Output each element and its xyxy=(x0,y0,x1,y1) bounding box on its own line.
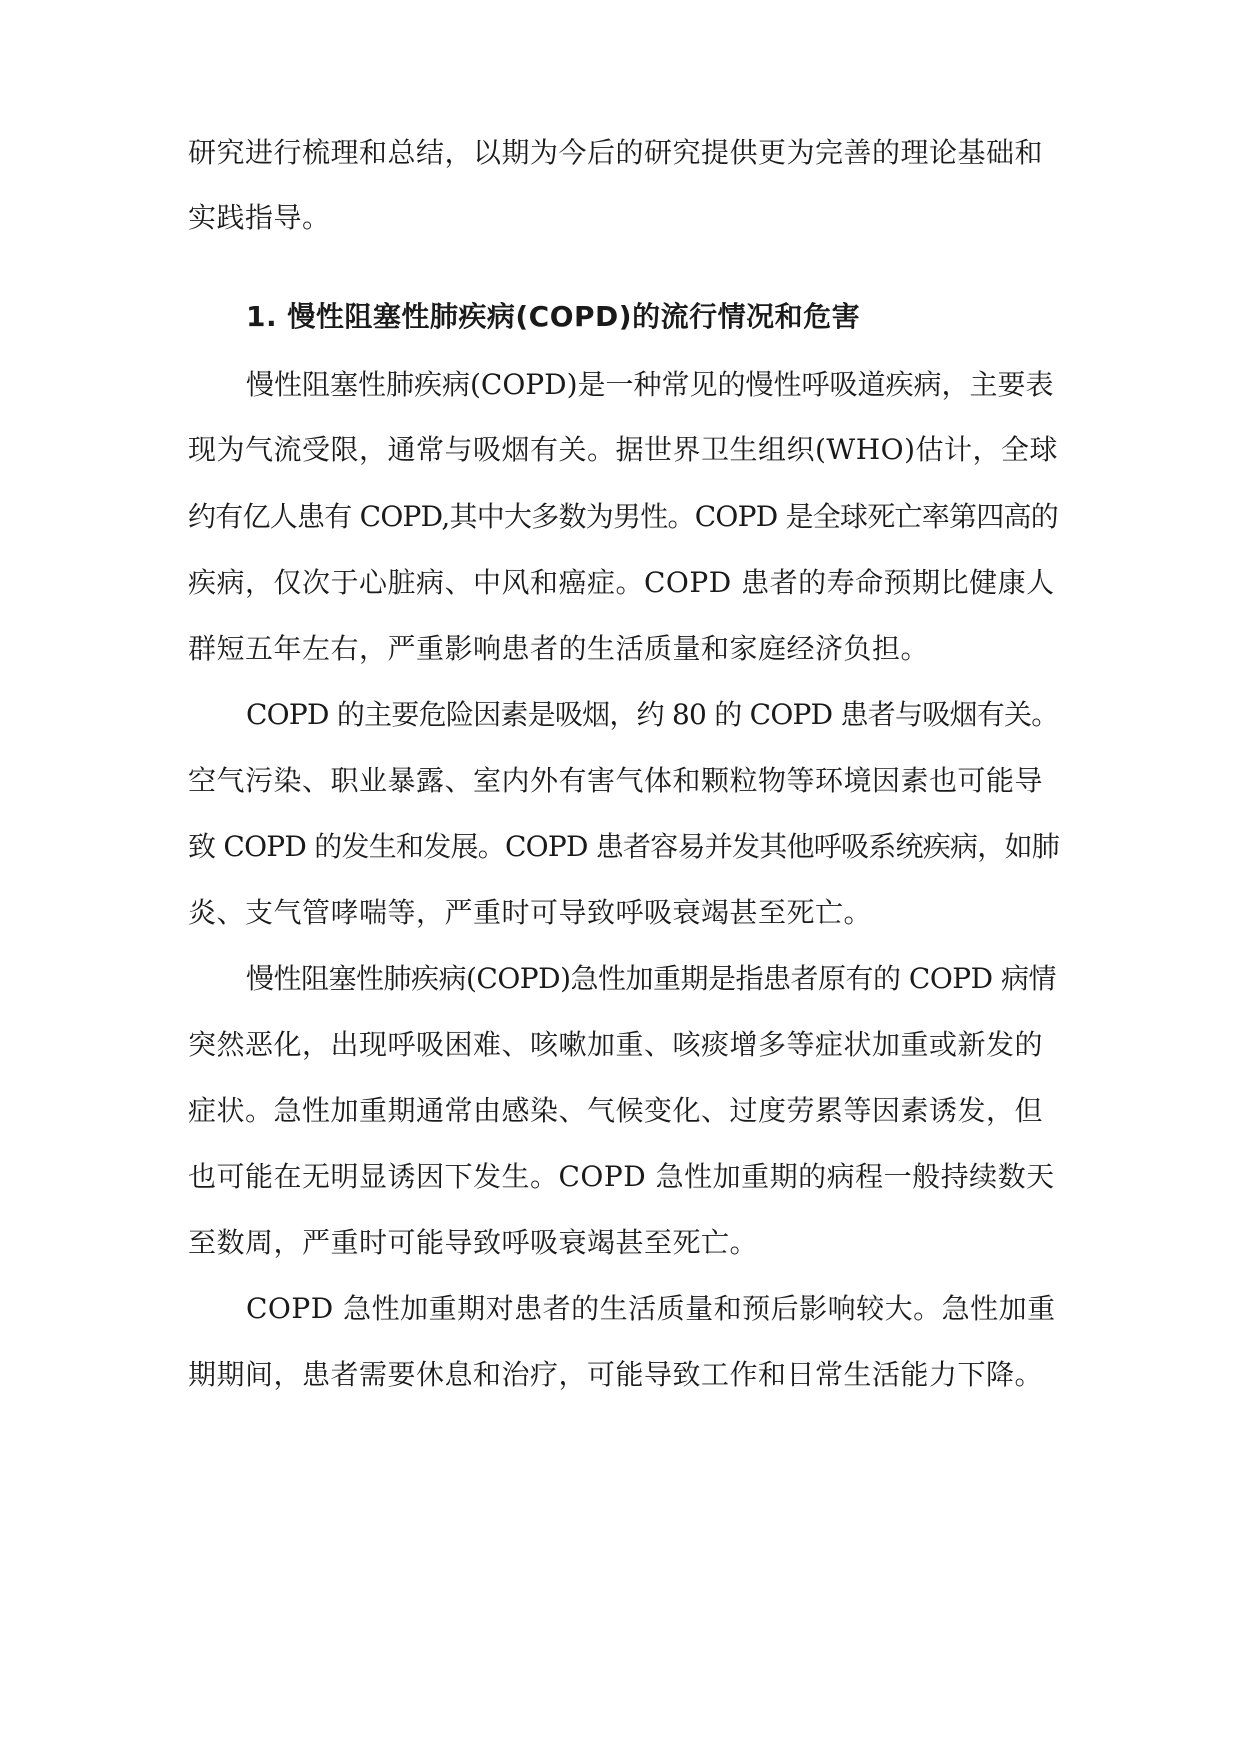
paragraph-line: 至数周，严重时可能导致呼吸衰竭甚至死亡。 xyxy=(188,1226,759,1259)
paragraph-line: 现为气流受限，通常与吸烟有关。据世界卫生组织(WHO)估计，全球 xyxy=(188,433,1059,466)
paragraph-line: 空气污染、职业暴露、室内外有害气体和颗粒物等环境因素也可能导 xyxy=(188,764,1044,797)
paragraph-line: 也可能在无明显诱因下发生。COPD 急性加重期的病程一般持续数天 xyxy=(188,1160,1055,1193)
paragraph-line: 致 COPD 的发生和发展。COPD 患者容易并发其他呼吸系统疾病，如肺 xyxy=(188,830,1060,863)
intro-line: 研究进行梳理和总结，以期为今后的研究提供更为完善的理论基础和 xyxy=(188,136,1044,169)
paragraph-line: COPD 的主要危险因素是吸烟，约 80 的 COPD 患者与吸烟有关。 xyxy=(246,698,1059,731)
paragraph-line: 群短五年左右，严重影响患者的生活质量和家庭经济负担。 xyxy=(188,632,930,665)
paragraph-line: 症状。急性加重期通常由感染、气候变化、过度劳累等因素诱发，但 xyxy=(188,1094,1044,1127)
paragraph-line: 慢性阻塞性肺疾病(COPD)是一种常见的慢性呼吸道疾病，主要表 xyxy=(246,368,1054,401)
paragraph-line: 慢性阻塞性肺疾病(COPD)急性加重期是指患者原有的 COPD 病情 xyxy=(246,962,1056,995)
paragraph-line: 期期间，患者需要休息和治疗，可能导致工作和日常生活能力下降。 xyxy=(188,1358,1044,1391)
paragraph-line: 约有亿人患有 COPD,其中大多数为男性。COPD 是全球死亡率第四高的 xyxy=(188,500,1059,533)
paragraph-line: 突然恶化，出现呼吸困难、咳嗽加重、咳痰增多等症状加重或新发的 xyxy=(188,1028,1044,1061)
paragraph-line: 炎、支气管哮喘等，严重时可导致呼吸衰竭甚至死亡。 xyxy=(188,896,873,929)
paragraph-line: COPD 急性加重期对患者的生活质量和预后影响较大。急性加重 xyxy=(246,1292,1056,1325)
intro-line: 实践指导。 xyxy=(188,201,331,234)
paragraph-line: 疾病，仅次于心脏病、中风和癌症。COPD 患者的寿命预期比健康人 xyxy=(188,566,1055,599)
section-heading: 1. 慢性阻塞性肺疾病(COPD)的流行情况和危害 xyxy=(246,300,861,333)
